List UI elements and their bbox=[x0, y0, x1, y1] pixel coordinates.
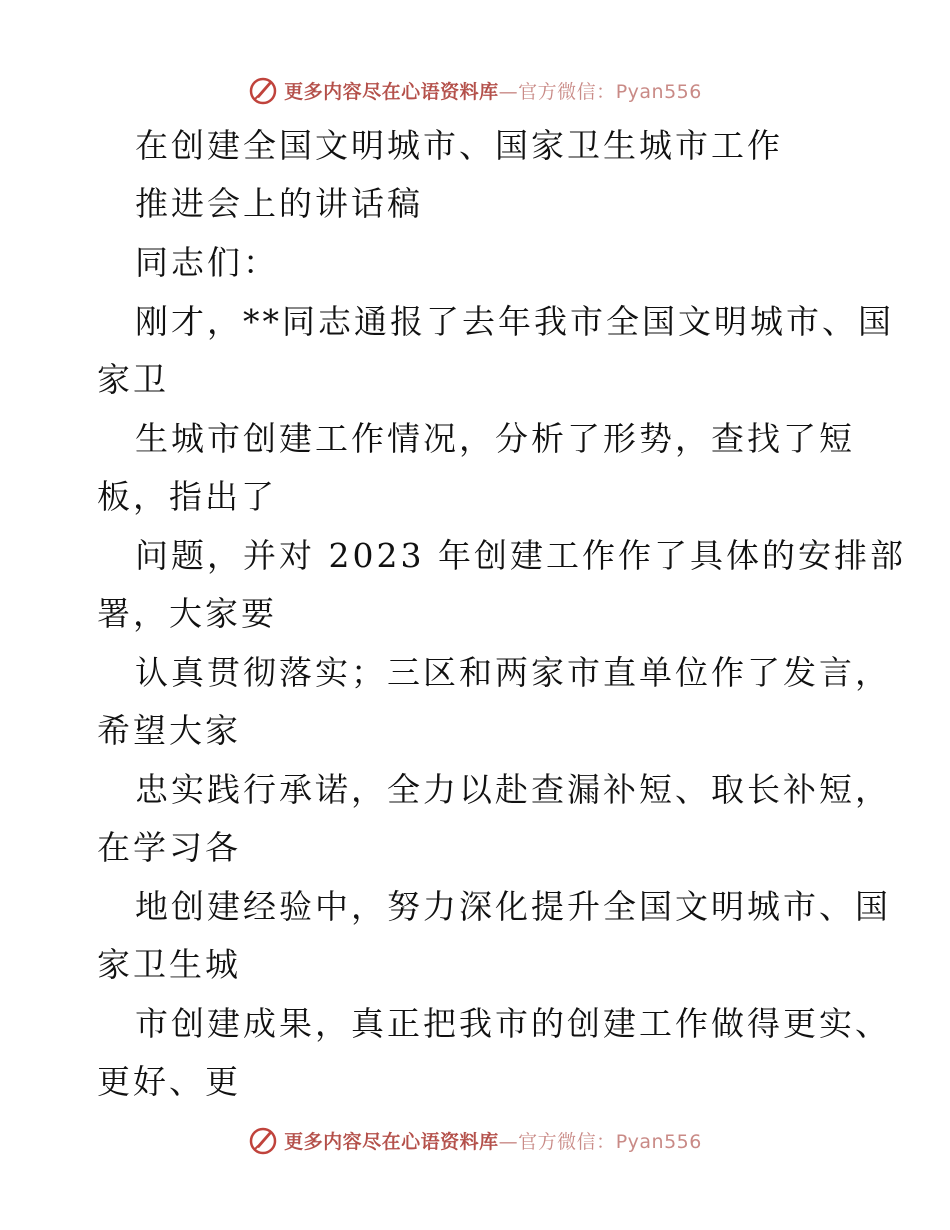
quill-logo-icon bbox=[248, 1125, 278, 1155]
body-line: 认真贯彻落实；三区和两家市直单位作了发言， bbox=[135, 653, 891, 692]
salutation: 同志们： bbox=[135, 243, 279, 282]
body-line: 市创建成果，真正把我市的创建工作做得更实、 bbox=[135, 1004, 891, 1043]
body-line: 更好、更 bbox=[97, 1062, 241, 1101]
body-line: 署，大家要 bbox=[97, 594, 277, 633]
body-line: 忠实践行承诺，全力以赴查漏补短、取长补短， bbox=[135, 770, 891, 809]
body-line: 地创建经验中，努力深化提升全国文明城市、国 bbox=[135, 887, 891, 926]
document-title-line-2: 推进会上的讲话稿 bbox=[135, 184, 423, 223]
document-title-line-1: 在创建全国文明城市、国家卫生城市工作 bbox=[135, 126, 783, 165]
footer-watermark bbox=[0, 1122, 950, 1158]
body-line: 板，指出了 bbox=[97, 477, 277, 516]
watermark-text: 更多内容尽在心语资料库—官方微信：Pyan556 bbox=[284, 1130, 702, 1153]
body-line: 家卫 bbox=[97, 360, 169, 399]
header-watermark bbox=[0, 72, 950, 108]
body-line: 刚才，**同志通报了去年我市全国文明城市、国 bbox=[135, 302, 894, 341]
body-line: 家卫生城 bbox=[97, 945, 241, 984]
body-line: 希望大家 bbox=[97, 711, 241, 750]
watermark-text: 更多内容尽在心语资料库—官方微信：Pyan556 bbox=[284, 80, 702, 103]
body-line: 生城市创建工作情况，分析了形势，查找了短 bbox=[135, 419, 855, 458]
body-line: 问题，并对 2023 年创建工作作了具体的安排部 bbox=[135, 536, 906, 575]
quill-logo-icon bbox=[248, 75, 278, 105]
body-line: 在学习各 bbox=[97, 828, 241, 867]
